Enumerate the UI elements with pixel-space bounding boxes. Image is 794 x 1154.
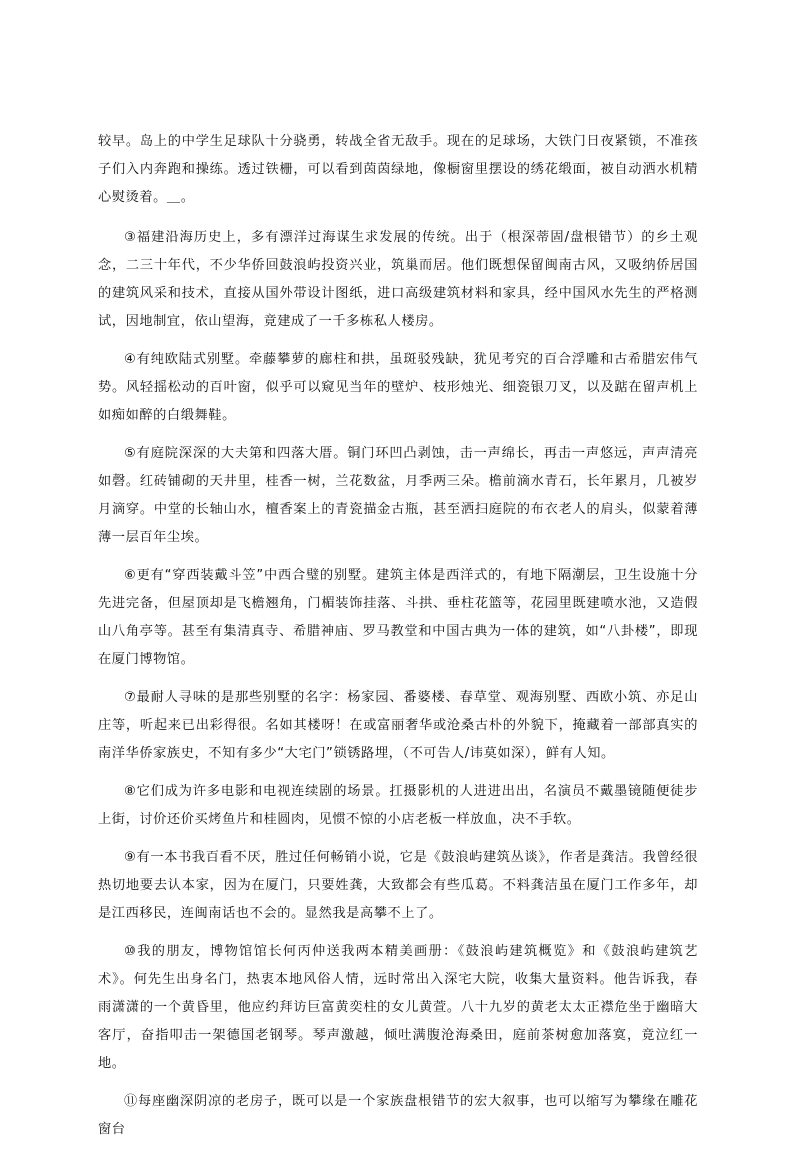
paragraph-5: ⑤有庭院深深的大夫第和四落大厝。铜门环凹凸剥蚀，击一声绵长，再击一声悠远，声声清亮如磬。红砖铺砌的天井里，桂香一树，兰花数盆，月季两三朵。檐前滴水青石，长年累月，几被岁月滴穿。中堂的长轴山水，檀香案上的青瓷描金古瓶，甚至洒扫庭院的布衣老人的肩头，似蒙着薄薄一层百年尘埃。 — [98, 446, 698, 545]
paragraph-7: ⑦最耐人寻味的是那些别墅的名字：杨家园、番婆楼、春草堂、观海别墅、西欧小筑、亦足山庄等，听起来已出彩得很。名如其楼呀！在或富丽奢华或沧桑古朴的外貌下，掩藏着一部部真实的南洋华侨家族史，不知有多少“大宅门”锁锈路埋，（不可告人/讳莫如深），鲜有人知。 — [98, 690, 698, 761]
paragraph-9: ⑨有一本书我百看不厌，胜过任何畅销小说，它是《鼓浪屿建筑丛谈》，作者是龚洁。我曾经很热切地要去认本家，因为在厦门，只要姓龚，大致都会有些瓜葛。不料龚洁虽在厦门工作多年，却是江西移民，连闽南话也不会的。显然我是高攀不上了。 — [98, 850, 698, 921]
paragraph-4: ④有纯欧陆式别墅。牵藤攀萝的廊柱和拱，虽斑驳残缺，犹见考究的百合浮雕和古希腊宏伟气势。风轻摇松动的百叶窗，似乎可以窥见当年的壁炉、枝形烛光、细瓷银刀叉，以及踮在留声机上如痴如醉的白缎舞鞋。 — [98, 352, 698, 423]
paragraph-3: ③福建沿海历史上，多有漂洋过海谋生求发展的传统。出于（根深蒂固/盘根错节）的乡土观念，二三十年代，不少华侨回鼓浪屿投资兴业，筑巢而居。他们既想保留闽南古风，又吸纳侨居国的建筑风采和技术，直接从国外带设计图纸，进口高级建筑材料和家具，经中国风水先生的严格测试，因地制宜，依山望海，竟建成了一千多栋私人楼房。 — [98, 230, 698, 329]
article-body — [98, 128, 698, 1154]
paragraph-6: ⑥更有“穿西装戴斗笠”中西合璧的别墅。建筑主体是西洋式的，有地下隔潮层，卫生设施十分先进完备，但屋顶却是飞檐翘角，门楣装饰挂落、斗拱、垂柱花篮等，花园里既建喷水池，又造假山八角亭等。甚至有集清真寺、希腊神庙、罗马教堂和中国古典为一体的建筑，如“八卦楼”，即现在厦门博物馆。 — [98, 568, 698, 667]
paragraph-8: ⑧它们成为许多电影和电视连续剧的场景。扛摄影机的人进进出出，名演员不戴墨镜随便徒步上街，讨价还价买烤鱼片和桂圆肉，见惯不惊的小店老板一样放血，决不手软。 — [98, 784, 698, 827]
paragraph-continued: 较早。岛上的中学生足球队十分骁勇，转战全省无敌手。现在的足球场，大铁门日夜紧锁，不准孩子们入内奔跑和操练。透过铁栅，可以看到茵茵绿地，像橱窗里摆设的绣花缎面，被自动洒水机精心熨烫着。＿。 — [98, 134, 698, 205]
paragraph-11: ⑪每座幽深阴凉的老房子，既可以是一个家族盘根错节的宏大叙事，也可以缩写为攀缘在雕花窗台 — [98, 1094, 698, 1137]
paragraph-10: ⑩我的朋友，博物馆馆长何丙仲送我两本精美画册：《鼓浪屿建筑概览》和《鼓浪屿建筑艺术》。何先生出身名门，热衷本地风俗人情，远时常出入深宅大院，收集大量资料。他告诉我，春雨潇潇的一个黄昏里，他应约拜访巨富黄奕柱的女儿黄萱。八十九岁的黄老太太正襟危坐于幽暗大客厅，奋指叩击一架德国老钢琴。琴声激越，倾吐满腹沧海桑田，庭前茶树愈加落寞，竟泣红一地。 — [98, 944, 698, 1071]
